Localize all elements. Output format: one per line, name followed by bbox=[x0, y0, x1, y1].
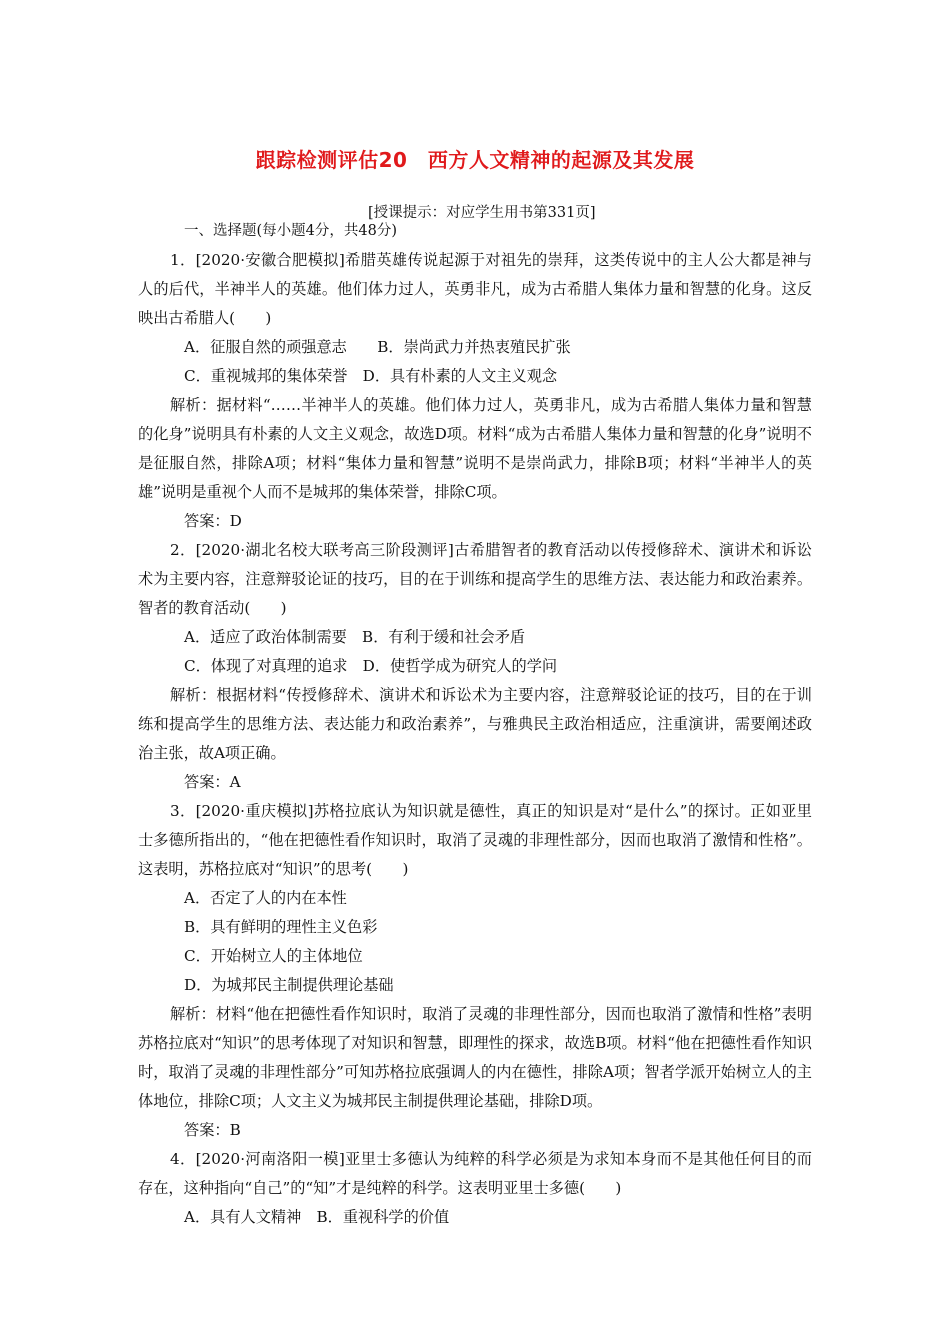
option-line: A．具有人文精神 B．重视科学的价值 bbox=[184, 1208, 450, 1226]
answer-text: 答案：D bbox=[184, 512, 242, 530]
document-body bbox=[138, 217, 812, 1232]
question-4 bbox=[138, 1145, 812, 1232]
option-line: C．重视城邦的集体荣誉 D．具有朴素的人文主义观念 bbox=[184, 367, 558, 385]
teaching-hint: [授课提示：对应学生用书第331页] bbox=[368, 205, 596, 221]
answer-text: 答案：A bbox=[184, 773, 241, 791]
question-3 bbox=[138, 797, 812, 1145]
question-1 bbox=[138, 246, 812, 536]
analysis-text: 解析：据材料“……半神半人的英雄。他们体力过人，英勇非凡，成为古希腊人集体力量和智慧的化身”说明具有朴素的人文主义观念，故选D项。材料“成为古希腊人集体力量和智慧的化身”说明不是征服自然，排除A项；材料“集体力量和智慧”说明不是崇尚武力，排除B项；材料“半神半人的英雄”说明是重视个人而不是城邦的集体荣誉，排除C项。 bbox=[138, 396, 812, 501]
page-title: 跟踪检测评估20 西方人文精神的起源及其发展 bbox=[255, 148, 695, 172]
option-line: C．开始树立人的主体地位 bbox=[184, 947, 363, 965]
option-line: D．为城邦民主制提供理论基础 bbox=[184, 976, 394, 994]
question-stem: 3．[2020·重庆模拟]苏格拉底认为知识就是德性，真正的知识是对“是什么”的探讨。正如亚里士多德所指出的，“他在把德性看作知识时，取消了灵魂的非理性部分，因而也取消了激情和性格”。这表明，苏格拉底对“知识”的思考( ) bbox=[138, 802, 812, 878]
question-stem: 4．[2020·河南洛阳一模]亚里士多德认为纯粹的科学必须是为求知本身而不是其他任何目的而存在，这种指向“自己”的“知”才是纯粹的科学。这表明亚里士多德( ) bbox=[138, 1150, 812, 1197]
option-line: B．具有鲜明的理性主义色彩 bbox=[184, 918, 378, 936]
section-heading: 一、选择题(每小题4分，共48分) bbox=[184, 223, 397, 239]
analysis-text: 解析：根据材料“传授修辞术、演讲术和诉讼术为主要内容，注意辩驳论证的技巧，目的在于训练和提高学生的思维方法、表达能力和政治素养”，与雅典民主政治相适应，注重演讲，需要阐述政治主张，故A项正确。 bbox=[138, 686, 812, 762]
question-stem: 2．[2020·湖北名校大联考高三阶段测评]古希腊智者的教育活动以传授修辞术、演讲术和诉讼术为主要内容，注意辩驳论证的技巧，目的在于训练和提高学生的思维方法、表达能力和政治素养。智者的教育活动( ) bbox=[138, 541, 812, 617]
answer-text: 答案：B bbox=[184, 1121, 241, 1139]
option-line: A．否定了人的内在本性 bbox=[184, 889, 347, 907]
option-line: A．适应了政治体制需要 B．有利于缓和社会矛盾 bbox=[184, 628, 526, 646]
question-2 bbox=[138, 536, 812, 797]
option-line: A．征服自然的顽强意志 B．崇尚武力并热衷殖民扩张 bbox=[184, 338, 571, 356]
question-stem: 1．[2020·安徽合肥模拟]希腊英雄传说起源于对祖先的崇拜，这类传说中的主人公大都是神与人的后代，半神半人的英雄。他们体力过人，英勇非凡，成为古希腊人集体力量和智慧的化身。这反映出古希腊人( ) bbox=[138, 251, 812, 327]
option-line: C．体现了对真理的追求 D．使哲学成为研究人的学问 bbox=[184, 657, 558, 675]
analysis-text: 解析：材料“他在把德性看作知识时，取消了灵魂的非理性部分，因而也取消了激情和性格”表明苏格拉底对“知识”的思考体现了对知识和智慧，即理性的探求，故选B项。材料“他在把德性看作知识时，取消了灵魂的非理性部分”可知苏格拉底强调人的内在德性，排除A项；智者学派开始树立人的主体地位，排除C项；人文主义为城邦民主制提供理论基础，排除D项。 bbox=[138, 1005, 812, 1110]
